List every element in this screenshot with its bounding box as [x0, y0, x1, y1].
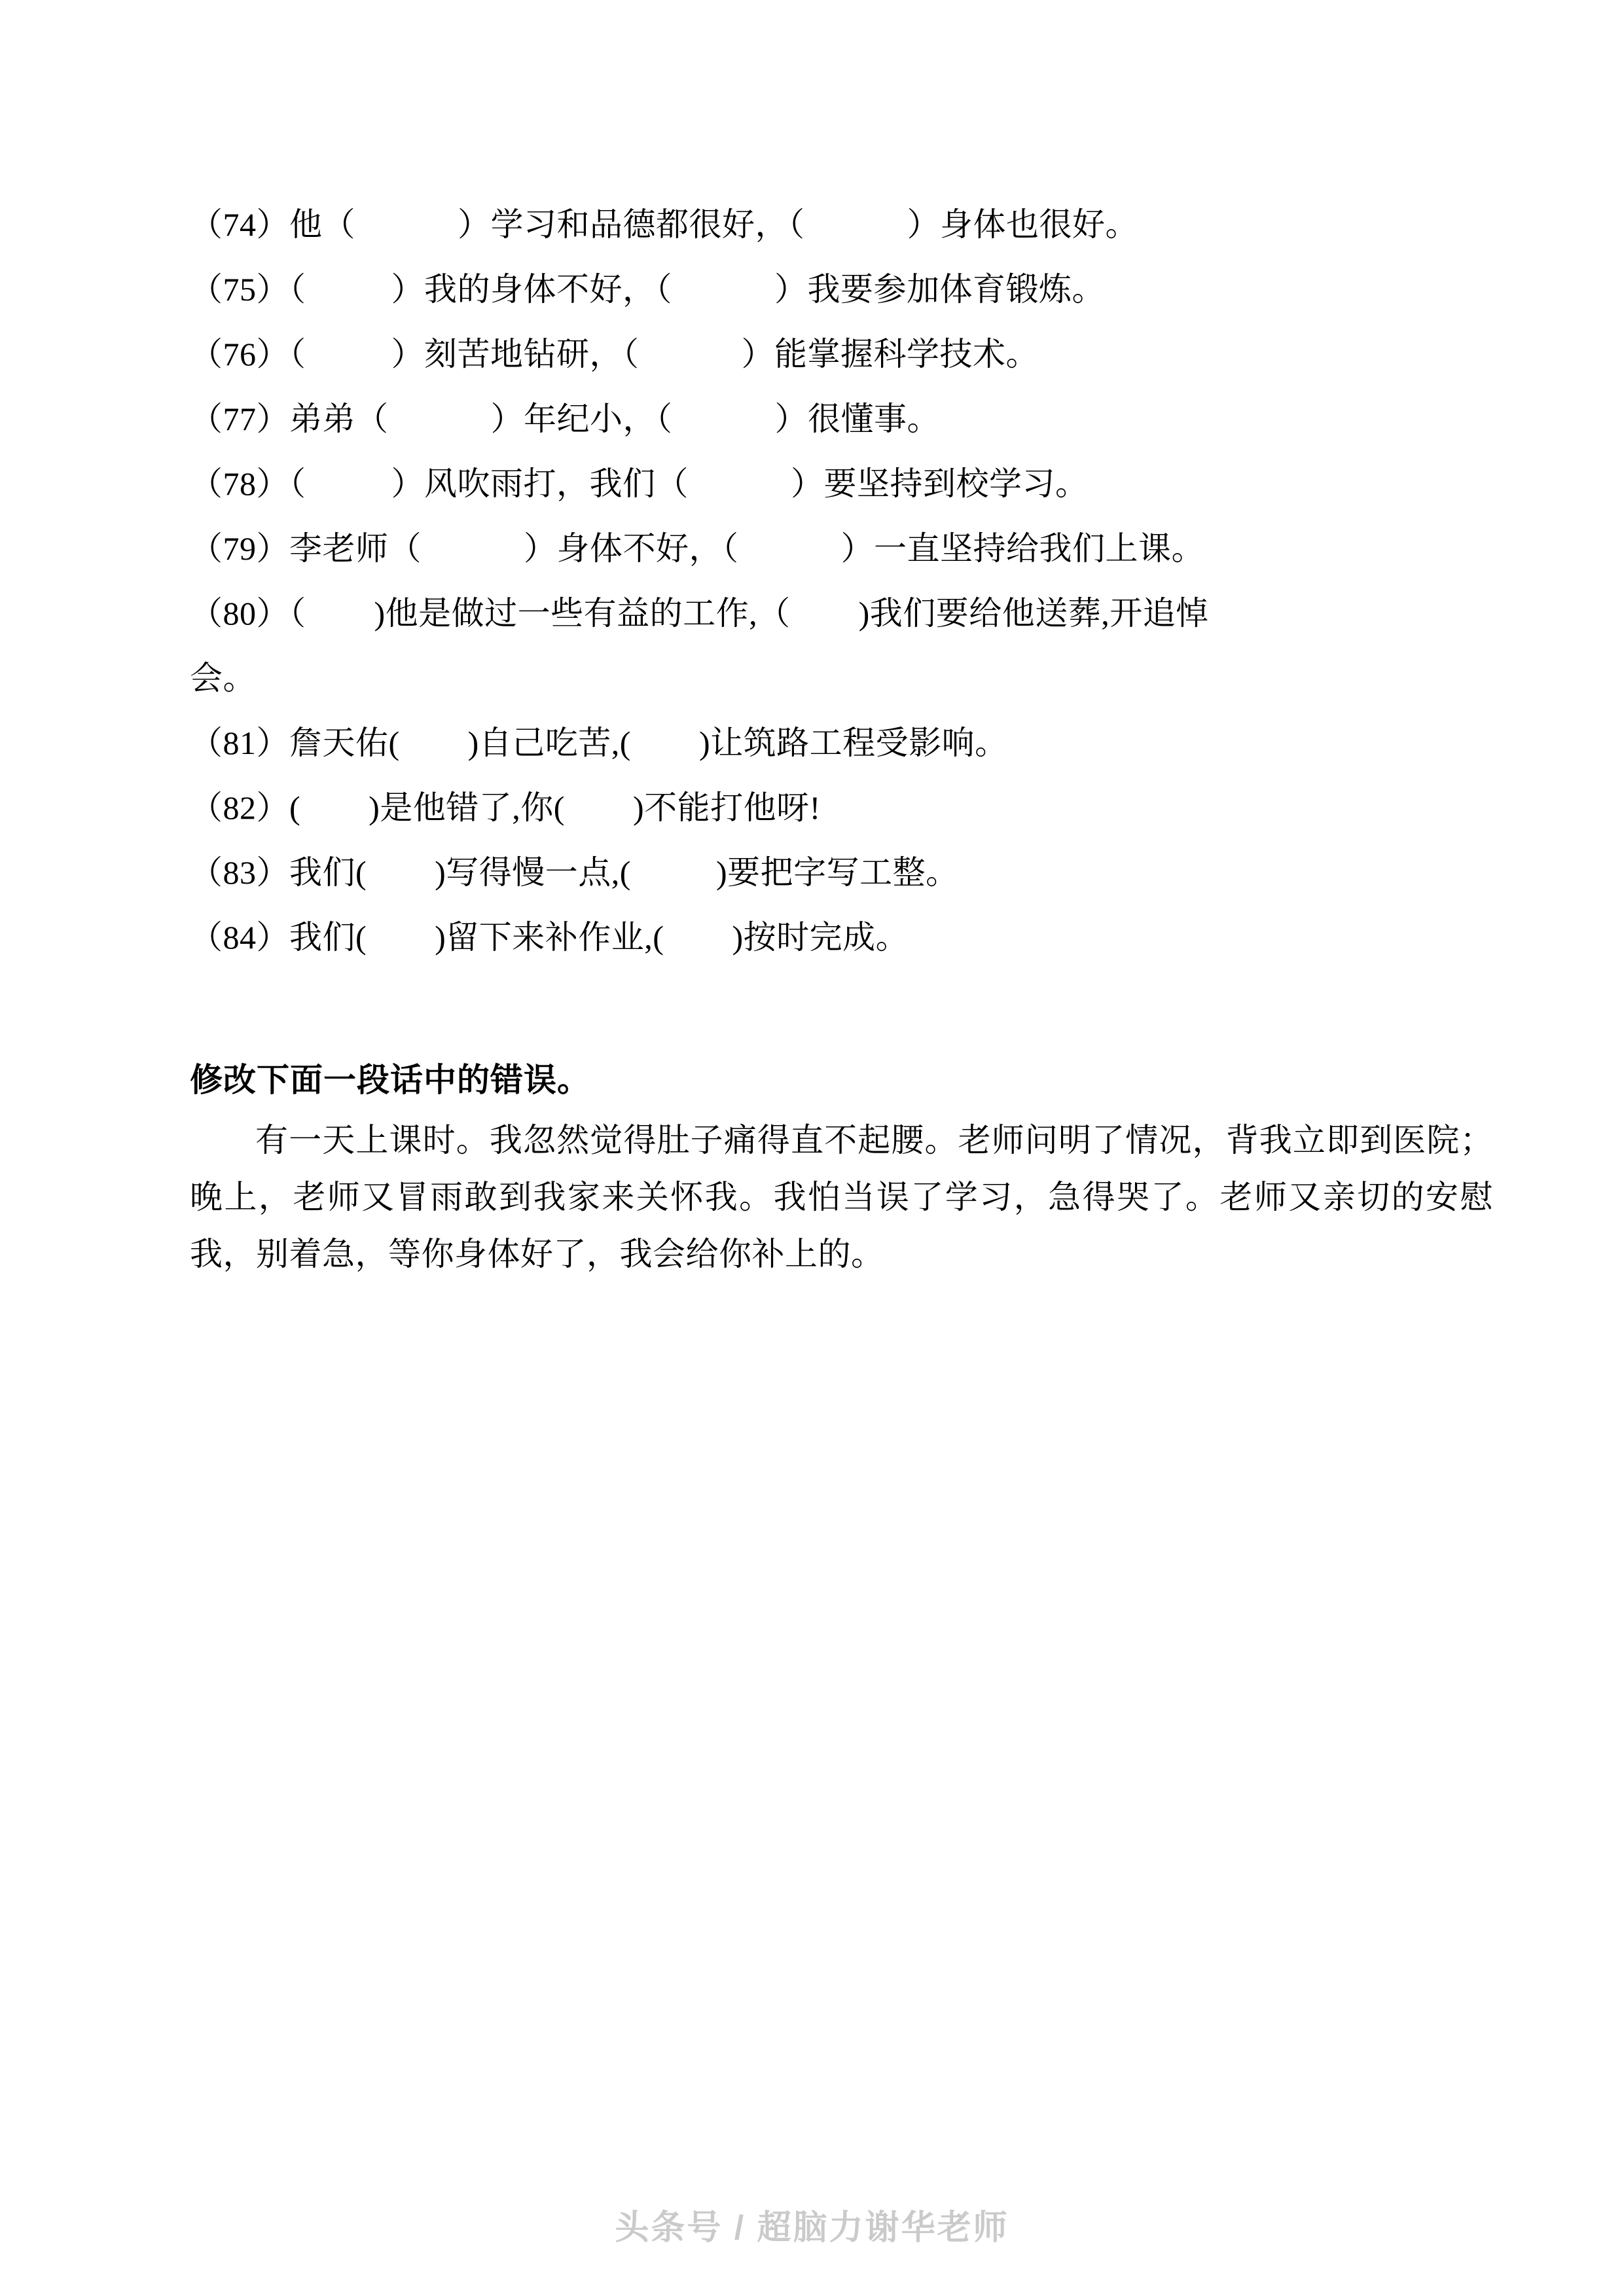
body-paragraph: 有一天上课时。我忽然觉得肚子痛得直不起腰。老师问明了情况，背我立即到医院；晚上，老师又冒雨敢到我家来关怀我。我怕当误了学习，急得哭了。老师又亲切的安慰我，别着急，等你身体好了，我会给你补上的。	[190, 1122, 1493, 1272]
exercise-item: （78）（ ）风吹雨打，我们（ ）要坚持到校学习。	[190, 465, 1089, 502]
exercise-item: （76）（ ）刻苦地钻研，（ ）能掌握科学技术。	[190, 336, 1039, 372]
section-spacer	[190, 974, 1493, 1052]
exercise-item: （82）( )是他错了,你( )不能打他呀!	[190, 789, 821, 826]
exercise-item: （81）詹天佑( )自己吃苦,( )让筑路工程受影响。	[190, 725, 1008, 761]
exercise-item: （77）弟弟（ ）年纪小，（ ）很懂事。	[190, 401, 940, 437]
exercise-list	[190, 196, 1493, 965]
exercise-item: （84）我们( )留下来补作业,( )按时完成。	[190, 919, 909, 956]
exercise-item: （74）他（ ）学习和品德都很好，（ ）身体也很好。	[190, 206, 1138, 243]
exercise-item: （80）（ )他是做过一些有益的工作,（ )我们要给他送葬,开追悼	[190, 595, 1209, 632]
exercise-item-continuation: 会。	[190, 660, 256, 696]
exercise-item: （83）我们( )写得慢一点,( )要把字写工整。	[190, 854, 959, 891]
section-heading: 修改下面一段话中的错误。	[190, 1062, 590, 1098]
exercise-item: （79）李老师（ ）身体不好，（ ）一直坚持给我们上课。	[190, 530, 1204, 567]
exercise-item: （75）（ ）我的身体不好，（ ）我要参加体育锻炼。	[190, 271, 1105, 308]
watermark: 头条号 / 超脑力谢华老师	[615, 2209, 1009, 2247]
